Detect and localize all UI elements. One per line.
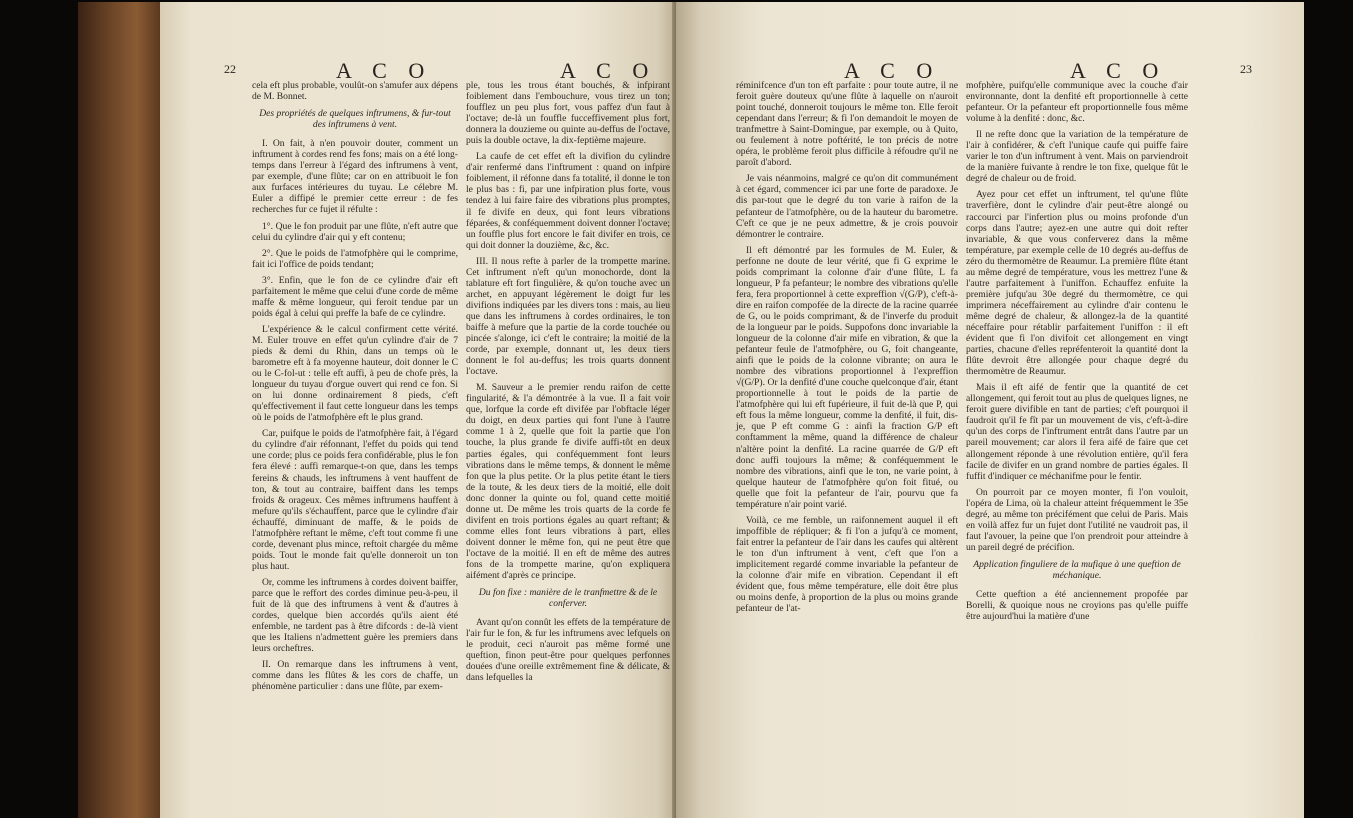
left-running-head-1: A C O (336, 58, 433, 83)
paragraph: Mais il eft aifé de fentir que la quantité de cet allongement, qui feroit tout au plus de quelques lignes, ne feroit guere divifible en tant de parties; c'eft pourquoi il faudroit qu'il fe fît par un mouvement de vis, c'eft-à-dire qu'un des corps de l'inftrument entrât dans l'autre par un pareil mouvement; car alors il fera aifé de faire que cet allongement réponde à une révolution entière, qu'il fera facile de divifer en un grand nombre de parties égales. Il fuffit d'indiquer ce méchanifme pour le fentir. (966, 382, 1188, 482)
left-column-2 (466, 80, 670, 688)
paragraph: 3°. Enfin, que le fon de ce cylindre d'air eft parfaitement le même que celui d'une corde de même maffe & même longueur, qui feroit tendue par un poids égal à celui qui preffe la bafe de ce cylindre. (252, 274, 458, 319)
book-cover-edge (78, 2, 168, 818)
paragraph: I. On fait, à n'en pouvoir douter, comment un inftrument à cordes rend fes fons; mais on a été long-temps dans l'erreur à l'égard des inftrumens à vent, par exemple, d'une flûte; car on en attribuoit le fon aux furfaces intérieures du tuyau. Le célebre M. Euler a diffipé le premier cette erreur : de fes recherches fur ce fujet il réfulte : (252, 138, 458, 216)
paragraph: On pourroit par ce moyen monter, fi l'on vouloit, l'opéra de Lima, où la chaleur atteint fréquemment le 35e degré, au même ton précifément que celui de Paris. Mais en voilà affez fur un fujet dont l'utilité ne vaudroit pas, il faut l'avouer, la peine que l'on prendroit pour atteindre à un pareil degré de précifion. (966, 486, 1188, 553)
paragraph: Je vais néanmoins, malgré ce qu'on dit communément à cet égard, commencer ici par une forte de paradoxe. Je dis par-tout que le degré du ton varie à raifon de la pefanteur de l'atmofphère, ou de la hauteur du barometre. C'eft ce que je ne peux admettre, & je crois pouvoir démontrer le contraire. (736, 173, 958, 240)
paragraph: Avant qu'on connût les effets de la température de l'air fur le fon, & fur les inftrumens avec lefquels on le produit, ceci n'auroit pas même formé une queftion, finon peut-être pour quelques perfonnes douées d'une oreille extrêmement fine & délicate, & dans lefquelles la (466, 617, 670, 684)
right-column-2 (966, 80, 1188, 627)
paragraph: La caufe de cet effet eft la divifion du cylindre d'air renfermé dans l'inftrument : quand on infpire foiblement, il réfonne dans fa totalité, il donne le ton le plus bas : fi, par une infpiration plus forte, vous tendez à lui faire faire des vibrations plus promptes, il fe divife en deux, qui font leurs vibrations féparées, & conféquemment doivent donner l'octave; un fouffle plus fort encore le fait divifer en trois, ce qui doit donner la douzième, &c, &c. (466, 151, 670, 251)
right-page (676, 2, 1304, 818)
paragraph: Il eft démontré par les formules de M. Euler, & perfonne ne doute de leur vérité, que fi G exprime le poids comprimant la colonne d'air d'une flûte, L fa longueur, P fa pefanteur; le nombre des vibrations qu'elle fera, fera proportionnel à cette expreffion √(G/P), c'eft-à-dire en raifon compofée de la directe de la racine quarrée de G, ou le poids comprimant, & de l'inverfe du produit de la longueur par le poids. Suppofons donc invariable la longueur de la colonne d'air mife en vibration, & que la pefanteur feule de l'atmofphère, ou G, foit changeante, ainfi que le poids de la colonne vibrante; on aura le nombre des vibrations proportionnel à l'expreffion √(G/P). Or la denfité d'une couche quelconque d'air, étant proportionnelle à tout le poids de la partie de l'atmofphère qui lui eft fupérieure, il fuit de-là que P, qui eft fous la même longueur, comme la denfité, il fuit, dis-je, que P eft comme G : ainfi la fraction G/P eft conftamment la même, quand la différence de chaleur n'altère point la denfité. La racine quarrée de G/P eft donc auffi toujours la même; & conféquemment le nombre des vibrations, ainfi que le ton, ne varie point, à quelque hauteur de l'atmofphère qu'on foit fitué, ou quelle que foit la pefanteur de l'air, pourvu que fa température n'air point varié. (736, 244, 958, 510)
right-running-head-1: A C O (844, 58, 941, 83)
paragraph: 1°. Que le fon produit par une flûte, n'eft autre que celui du cylindre d'air qui y eft contenu; (252, 220, 458, 243)
paragraph: Car, puifque le poids de l'atmofphère fait, à l'égard du cylindre d'air réfonnant, l'effet du poids qui tend une corde; plus ce poids fera confidérable, plus le fon fera élevé : auffi remarque-t-on que, dans les temps fereins & chauds, les inftrumens à vent hauffent de ton, & tout au contraire, baiffent dans les temps froids & orageux. Ces mêmes inftrumens hauffent à mefure qu'ils s'échauffent, parce que le cylindre d'air échauffé, diminuant de maffe, & le poids de l'atmofphère reftant le même, c'eft tout comme fi une corde, devenant plus mince, reftoit chargée du même poids. Tout le monde fait qu'elle donneroit un ton plus haut. (252, 428, 458, 572)
paragraph: cela eft plus probable, voulût-on s'amufer aux dépens de M. Bonnet. (252, 80, 458, 103)
left-running-head-2: A C O (560, 58, 657, 83)
paragraph: III. Il nous refte à parler de la trompette marine. Cet inftrument n'eft qu'un monochorde, dont la tablature eft fort fingulière, & qu'on touche avec un archet, en appuyant légèrement le doigt fur les divifions indiquées par les divers tons : mais, au lieu que dans les inftrumens à cordes ordinaires, le ton baiffe à mefure que la partie de la corde touchée ou pincée s'alonge, ici c'eft le contraire; la moitié de la corde, par exemple, donnant ut, les deux tiers donnent le fol au-deffus; les trois quarts donnent l'octave. (466, 255, 670, 378)
paragraph: Il ne refte donc que la variation de la température de l'air à confidérer, & c'eft l'unique caufe qui puiffe faire varier le ton d'un inftrument à vent. Mais on parviendroit de la manière fuivante à rendre le ton fixe, quelque fût le degré de chaleur ou de froid. (966, 129, 1188, 185)
paragraph: L'expérience & le calcul confirment cette vérité. M. Euler trouve en effet qu'un cylindre d'air de 7 pieds & demi du Rhin, dans un temps où le barometre eft à fa moyenne hauteur, doit donner le C ou le C-fol-ut : telle eft auffi, à peu de chofe près, la longueur du tuyau d'orgue ouvert qui rend ce fon. Si on lui donne ordinairement 8 pieds, c'eft qu'effectivement il faut cette longueur dans les temps où le poids de l'atmofphère eft le plus grand. (252, 323, 458, 424)
paragraph: réminifcence d'un ton eft parfaite : pour toute autre, il ne feroit guère douteux qu'une flûte à laquelle on n'auroit point touché, donneroit toujours le même ton. Elle feroit cependant dans l'erreur; & fi l'on demandoit le moyen de tranfmettre à Saint-Domingue, par exemple, ou à Quito, ou feulement à notre poftérité, le ton précis de notre opéra, le problème feroit plus difficile à réfoudre qu'il ne paroît d'abord. (736, 80, 958, 169)
right-page-number: 23 (1240, 62, 1252, 76)
paragraph: Or, comme les inftrumens à cordes doivent baiffer, parce que le reffort des cordes diminue peu-à-peu, il fuit de là que des inftrumens à vent & d'autres à cordes, quelque bien accordés qu'ils aient été enfemble, ne tardent pas à être difcords : de-là vient que les Italiens n'admettent guère les premiers dans leurs orcheftres. (252, 576, 458, 655)
section-title: Du fon fixe : manière de le tranfmettre & de le conferver. (478, 587, 658, 610)
paragraph: Ayez pour cet effet un inftrument, tel qu'une flûte traverfière, dont le cylindre d'air peut-être alongé ou raccourci par l'infertion plus ou moins profonde d'un corps dans l'autre; ayez-en une autre qui doit refter invariable, & que vous conferverez dans la même température, par exemple celle de 10 degrés au-deffus de zéro du thermomètre de Reaumur. La première flûte étant au même degré de température, vous les mettrez l'une & l'autre parfaitement à l'uniffon. Echauffez enfuite la première jufqu'au 30e degré du thermomètre, ce qui imprimera néceffairement au cylindre d'air contenu le même degré de chaleur, & allongez-la de la quantité néceffaire pour rétablir parfaitement l'uniffon : il eft évident que fi l'on divifoit cet allongement en vingt parties, chacune d'elles repréfenteroit la quantité dont la flûte devroit être allongée pour chaque degré du thermomètre de Reaumur. (966, 189, 1188, 378)
left-page-number: 22 (224, 62, 236, 76)
left-column-1 (252, 80, 458, 697)
paragraph: Voilà, ce me femble, un raifonnement auquel il eft impoffible de répliquer; & fi l'on a jufqu'à ce moment, fait entrer la pefanteur de l'air dans les caufes qui altèrent le ton d'un inftrument à vent, c'eft que l'on a implicitement regardé comme invariable la pefanteur de la colonne d'air mife en vibration. Cependant il eft évident que, fous même température, elle doit être plus ou moins denfe, à proportion de la plus ou moins grande pefanteur de l'at- (736, 514, 958, 615)
paragraph: M. Sauveur a le premier rendu raifon de cette fingularité, & l'a démontrée à la vue. Il a fait voir que, lorfque la corde eft divifée par l'obftacle léger du doigt, en deux parties qui font l'une à l'autre comme 1 à 2, quelle que foit la partie que l'on touche, la plus grande fe divife auffi-tôt en deux parties égales, qui conféquemment font leurs vibrations dans le même temps, & donnent le même fon que la plus petite. Or la plus petite étant le tiers de la toute, & les deux tiers de la moitié, elle doit donc donner la quinte ou fol, quand cette moitié donne ut. De même les trois quarts de la corde fe divifent en trois portions égales au quart reftant; & comme elles font leurs vibrations à part, elles doivent donner le même fon, qui ne peut être que l'octave de la moitié. Il en eft de même des autres fons de la trompette marine, qu'on expliquera aifément d'après ce principe. (466, 382, 670, 582)
right-column-1 (736, 80, 958, 619)
left-page (160, 2, 678, 818)
right-running-head-2: A C O (1070, 58, 1167, 83)
section-title: Application finguliere de la mufique à une queftion de méchanique. (973, 558, 1181, 581)
paragraph: mofphère, puifqu'elle communique avec la couche d'air environnante, dont la denfité eft proportionnelle à cette pefanteur. Or la pefanteur eft proportionnelle fous même volume à la denfité : donc, &c. (966, 80, 1188, 125)
paragraph: Cette queftion a été anciennement propofée par Borelli, & quoique nous ne croyions pas qu'elle puiffe être aujourd'hui la matière d'une (966, 589, 1188, 623)
paragraph: 2°. Que le poids de l'atmofphère qui le comprime, fait ici l'office de poids tendant; (252, 247, 458, 270)
paragraph: ple, tous les trous étant bouchés, & infpirant foiblement dans l'embouchure, vous tirez un ton; foufflez un peu plus fort, vous paffez d'un faut à l'octave; de-là un fouffle fucceffivement plus fort, donnera la douzieme ou quinte au-deffus de l'octave, puis la double octave, la dix-feptième majeure. (466, 80, 670, 147)
section-title: Des propriétés de quelques inftrumens, & fur-tout des inftrumens à vent. (259, 108, 451, 131)
paragraph: II. On remarque dans les inftrumens à vent, comme dans les flûtes & les cors de chaffe, un phénomène particulier : dans une flûte, par exem- (252, 659, 458, 693)
